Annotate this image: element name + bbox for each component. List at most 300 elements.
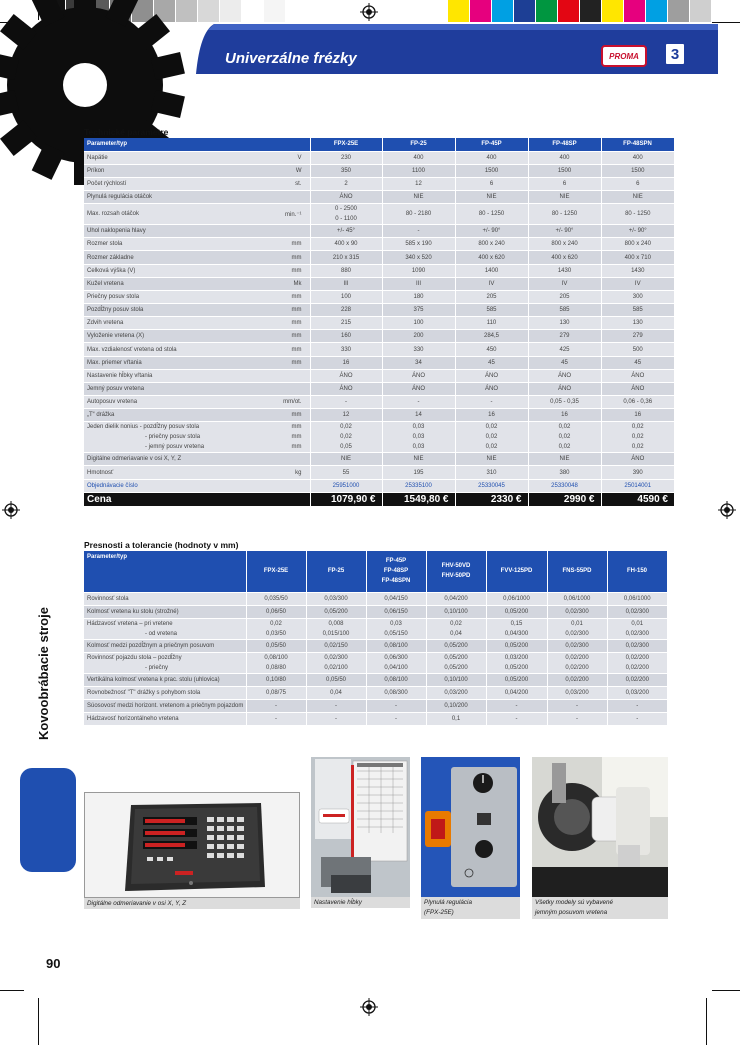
table-cell: - [547, 713, 607, 726]
table-cell [310, 422, 382, 453]
table-row [84, 396, 674, 409]
table-cell: 0,05/200 [486, 673, 547, 686]
table-cell: 12 [310, 409, 382, 422]
row-label [84, 713, 246, 726]
table-cell [528, 422, 601, 453]
calibration-swatch [470, 0, 492, 22]
table-cell: 400 x 620 [455, 251, 528, 264]
table-cell: - [306, 713, 366, 726]
table-cell: 55 [310, 466, 382, 479]
cell-line: FP-48SPN [381, 578, 411, 585]
photo-digital-readout [84, 792, 300, 898]
calibration-swatch [220, 0, 242, 22]
caption-line: Plynulá regulácia [424, 899, 472, 906]
table-cell: 0,04/150 [366, 592, 426, 605]
row-unit: min.⁻¹ [244, 204, 310, 225]
table-cell [366, 618, 426, 639]
table-cell: 380 [528, 466, 601, 479]
row-unit: mm [244, 356, 310, 369]
model-header [426, 551, 486, 592]
row-unit [244, 422, 310, 453]
row-unit: mm [244, 343, 310, 356]
calibration-swatch [536, 0, 558, 22]
table-cell: - [382, 225, 455, 238]
cell-line: 0,02/200 [565, 664, 589, 671]
table-cell: 450 [455, 343, 528, 356]
table-row [84, 238, 674, 251]
row-unit: mm [244, 409, 310, 422]
row-label: Max. priemer vŕtania [84, 356, 244, 369]
cell-line: FHV-50PD [441, 573, 471, 580]
row-label [84, 700, 246, 713]
row-unit: V [244, 151, 310, 164]
row-label [84, 592, 246, 605]
cell-line: 0,01 [571, 620, 583, 627]
cell-line: 0,02/100 [324, 664, 348, 671]
cell-line: - priečny posuv stola [145, 434, 201, 441]
table-cell: - [306, 700, 366, 713]
table-cell: 0,03/200 [607, 687, 667, 700]
row-label: Objednávacie číslo [84, 479, 310, 492]
cell-line: 0,04/300 [504, 630, 529, 637]
price-label: Cena [84, 492, 310, 506]
cell-line: 0,05/200 [504, 664, 529, 671]
table-row [84, 382, 674, 395]
row-unit: kg [244, 466, 310, 479]
cell-line: Rovinnosť stola [87, 595, 129, 602]
calibration-swatch [448, 0, 470, 22]
table-row [84, 652, 667, 673]
cell-line: 0,03 [390, 620, 402, 627]
cell-line: Rovinnosť pojazdu stola – pozdĺžny [87, 654, 182, 661]
row-unit: mm [244, 264, 310, 277]
table-cell: IV [528, 277, 601, 290]
table-cell: NIE [310, 453, 382, 466]
row-label: Napätie [84, 151, 244, 164]
table-cell: - [455, 396, 528, 409]
table-cell: 80 - 1250 [601, 204, 674, 225]
table-cell: 585 [601, 304, 674, 317]
table-cell [607, 652, 667, 673]
table-cell: 0,06/1000 [486, 592, 547, 605]
model-header [366, 551, 426, 592]
table-cell: 284,5 [455, 330, 528, 343]
cell-line: 0,05 [340, 444, 352, 451]
crop-mark [38, 998, 39, 1045]
table-cell: 0,06 - 0,36 [601, 396, 674, 409]
table-cell: 800 x 240 [455, 238, 528, 251]
table-row [84, 277, 674, 290]
section-side-label: Kovoobrábacie stroje [36, 607, 51, 740]
table-cell: 0,02/300 [607, 605, 667, 618]
row-unit: mm [244, 290, 310, 303]
caption-line: Všetky modely sú vybavené [535, 899, 614, 906]
table-cell: 130 [528, 317, 601, 330]
photo-caption [421, 897, 520, 919]
order-number: 25951000 [310, 479, 382, 492]
table-row [84, 343, 674, 356]
table-cell [601, 422, 674, 453]
table-row [84, 164, 674, 177]
cell-line: 0,02 [270, 620, 282, 627]
table-cell: 200 [382, 330, 455, 343]
cell-line: 0,02 [340, 434, 352, 441]
row-label: Počet rýchlostí [84, 177, 244, 190]
row-label: Rozmer základne [84, 251, 244, 264]
table-cell: 390 [601, 466, 674, 479]
row-label [84, 639, 246, 652]
table-row [84, 177, 674, 190]
row-label [84, 652, 246, 673]
row-label [84, 605, 246, 618]
badge-logo: 3 [664, 42, 686, 66]
table-cell: 0,05/200 [426, 639, 486, 652]
table-cell: 205 [455, 290, 528, 303]
row-unit: mm/ot. [244, 396, 310, 409]
table-cell: 6 [455, 177, 528, 190]
table-cell: 0,03/300 [306, 592, 366, 605]
specs-header-label: Parameter/typ [84, 138, 310, 151]
proma-logo: PROMA [601, 45, 647, 67]
crop-mark [706, 998, 707, 1045]
row-label: Nastavenie hĺbky vŕtania [84, 369, 244, 382]
calibration-swatch [198, 0, 220, 22]
table-row [84, 317, 674, 330]
table-cell: 6 [528, 177, 601, 190]
page-title: Univerzálne frézky [225, 50, 357, 67]
price-value: 2990 € [528, 492, 601, 506]
table-cell: III [310, 277, 382, 290]
table-cell: 0,05/200 [486, 605, 547, 618]
table-cell: 585 [455, 304, 528, 317]
table-cell: 400 [455, 151, 528, 164]
table-cell: 0,03/200 [547, 687, 607, 700]
table-cell: IV [601, 277, 674, 290]
table-cell: 400 [601, 151, 674, 164]
table-cell: - [246, 713, 306, 726]
cell-line: 0,02 [485, 424, 498, 431]
table-cell [382, 422, 455, 453]
table-cell: 6 [601, 177, 674, 190]
table-cell: 130 [601, 317, 674, 330]
table-row [84, 409, 674, 422]
photo-depth-setting [311, 757, 410, 897]
table-cell: 1090 [382, 264, 455, 277]
table-cell [426, 618, 486, 639]
table-cell: 585 [528, 304, 601, 317]
specs-header-row [84, 138, 674, 151]
row-label: Max. rozsah otáčok [84, 204, 244, 225]
table-cell: 16 [455, 409, 528, 422]
cell-line: 0,02 [558, 424, 571, 431]
table-cell [607, 618, 667, 639]
calibration-swatch [286, 0, 308, 22]
table-cell: 0,08/100 [366, 673, 426, 686]
cell-line: 0,02/300 [565, 630, 589, 637]
table-cell [310, 204, 382, 225]
depth-scale-image [311, 757, 410, 897]
table-cell: - [246, 700, 306, 713]
table-cell: 585 x 190 [382, 238, 455, 251]
cell-line: Rovnobežnosť "T" drážky s pohybom stola [87, 690, 201, 697]
cell-line: - jemný posuv vretena [145, 444, 205, 451]
table-cell: IV [455, 277, 528, 290]
table-row [84, 673, 667, 686]
table-cell: 215 [310, 317, 382, 330]
row-unit: W [244, 164, 310, 177]
cell-line: 0,05/150 [384, 630, 408, 637]
order-number-row [84, 479, 674, 492]
table-row [84, 264, 674, 277]
tolerance-header-label: Parameter/typ [84, 551, 246, 592]
model-header: FNS-55PD [547, 551, 607, 592]
table-cell: 300 [601, 290, 674, 303]
photo-caption: Nastavenie hĺbky [311, 897, 410, 908]
table-cell: ÁNO [528, 369, 601, 382]
cell-line: 0,08/100 [264, 654, 288, 661]
table-cell: 0,1 [426, 713, 486, 726]
cell-line: 0,02/300 [324, 654, 348, 661]
table-row [84, 290, 674, 303]
row-label: Autoposuv vretena [84, 396, 244, 409]
color-calibration-bar-right [448, 0, 712, 22]
table-cell: 310 [455, 466, 528, 479]
row-unit: mm [244, 330, 310, 343]
cell-line: 0,04/100 [384, 664, 408, 671]
table-cell: 0,035/50 [246, 592, 306, 605]
table-cell: ÁNO [310, 191, 382, 204]
table-cell: 16 [528, 409, 601, 422]
table-cell: - [607, 713, 667, 726]
calibration-swatch [602, 0, 624, 22]
table-cell: 279 [528, 330, 601, 343]
table-cell: 1400 [455, 264, 528, 277]
table-cell: 205 [528, 290, 601, 303]
model-header: FVV-125PD [486, 551, 547, 592]
table-row [84, 151, 674, 164]
row-unit: mm [244, 238, 310, 251]
table-row [84, 700, 667, 713]
row-label: Hmotnosť [84, 466, 244, 479]
table-row [84, 204, 674, 225]
table-cell [306, 618, 366, 639]
table-cell: 375 [382, 304, 455, 317]
table-cell: 0,10/100 [426, 605, 486, 618]
cell-line: 0,02 [340, 424, 352, 431]
order-number: 25330048 [528, 479, 601, 492]
table-row [84, 422, 674, 453]
table-cell: 160 [310, 330, 382, 343]
table-cell: 330 [310, 343, 382, 356]
calibration-swatch [646, 0, 668, 22]
registration-mark-icon [360, 3, 378, 21]
table-cell: - [547, 700, 607, 713]
cell-line: 0,02/200 [625, 654, 649, 661]
cell-line: - od vretena [145, 630, 178, 637]
row-unit [244, 382, 310, 395]
table-cell: 0,05 - 0,35 [528, 396, 601, 409]
registration-mark-icon [2, 501, 20, 519]
cell-line: 0,02/200 [625, 664, 649, 671]
table-cell: 0,02/300 [547, 639, 607, 652]
table-cell: 0,05/200 [486, 639, 547, 652]
table-cell: III [382, 277, 455, 290]
table-cell: 0,06/50 [246, 605, 306, 618]
table-cell: 0,04 [306, 687, 366, 700]
table-cell: 0,02/300 [547, 605, 607, 618]
cell-line: 0,04 [450, 630, 462, 637]
table-cell: 0,02/200 [607, 673, 667, 686]
tolerance-table [84, 551, 668, 726]
table-cell: 800 x 240 [601, 238, 674, 251]
table-cell: 400 x 710 [601, 251, 674, 264]
table-cell: 80 - 1250 [455, 204, 528, 225]
row-unit: Mk [244, 277, 310, 290]
table-cell: 0,02/200 [547, 673, 607, 686]
row-label: Vyloženie vretena (X) [84, 330, 244, 343]
table-row [84, 466, 674, 479]
table-cell [426, 652, 486, 673]
table-cell: 45 [601, 356, 674, 369]
table-cell: NIE [601, 191, 674, 204]
table-row [84, 713, 667, 726]
cell-line: FP-45P [385, 558, 407, 565]
digital-readout-display-image [85, 793, 300, 898]
order-number: 25335100 [382, 479, 455, 492]
table-cell: 1500 [528, 164, 601, 177]
cell-line: FHV-50VD [441, 563, 471, 570]
table-cell: ÁNO [382, 369, 455, 382]
caption-line: jemným posuvom vretena [535, 909, 608, 916]
table-cell: 16 [601, 409, 674, 422]
table-cell: NIE [382, 191, 455, 204]
calibration-swatch [668, 0, 690, 22]
model-header: FP-45P [455, 138, 528, 151]
cell-line: 0,03 [412, 434, 425, 441]
table-cell: 400 [382, 151, 455, 164]
row-label: Max. vzdialenosť vretena od stola [84, 343, 244, 356]
table-cell: ÁNO [528, 382, 601, 395]
table-cell: +/- 90° [455, 225, 528, 238]
table-cell: 0,02/300 [607, 639, 667, 652]
cell-line: 0,015/100 [322, 630, 350, 637]
cell-line: 0,03 [412, 424, 425, 431]
table-cell: 350 [310, 164, 382, 177]
calibration-swatch [514, 0, 536, 22]
cell-line: 0,15 [510, 620, 523, 627]
table-cell: 80 - 2180 [382, 204, 455, 225]
table-cell [366, 652, 426, 673]
table-cell: ÁNO [601, 369, 674, 382]
table-cell: 228 [310, 304, 382, 317]
specs-table [84, 138, 675, 507]
row-unit: st. [244, 177, 310, 190]
table-row [84, 304, 674, 317]
table-cell: 100 [310, 290, 382, 303]
row-label: Plynulá regulácia otáčok [84, 191, 244, 204]
table-cell: 279 [601, 330, 674, 343]
table-cell: - [486, 700, 547, 713]
table-cell: 210 x 315 [310, 251, 382, 264]
table-cell: 425 [528, 343, 601, 356]
row-unit [244, 225, 310, 238]
table-cell: 0,08/75 [246, 687, 306, 700]
table-cell: - [382, 396, 455, 409]
table-cell: 0,05/50 [306, 673, 366, 686]
table-cell: 500 [601, 343, 674, 356]
table-cell [486, 652, 547, 673]
cell-line: 0 - 1100 [335, 216, 357, 223]
table-cell: ÁNO [382, 382, 455, 395]
cell-line: 0,008 [328, 620, 344, 627]
cell-line: 0,06/300 [384, 654, 408, 661]
row-label: Rozmer stola [84, 238, 244, 251]
table-cell: 340 x 520 [382, 251, 455, 264]
table-cell: - [366, 700, 426, 713]
table-cell: NIE [382, 453, 455, 466]
row-label: Jemný posuv vretena [84, 382, 244, 395]
crop-mark [712, 990, 740, 991]
cell-line: mm [291, 444, 302, 451]
page-number: 90 [46, 956, 61, 971]
row-unit: mm [244, 304, 310, 317]
table-cell: 1430 [601, 264, 674, 277]
calibration-swatch [242, 0, 264, 22]
cell-line: 0,02 [631, 444, 644, 451]
photo-caption: Digitálne odmeriavanie v osi X, Y, Z [84, 898, 300, 909]
cell-line: 0,03/50 [265, 630, 287, 637]
table-cell: 0,06/1000 [607, 592, 667, 605]
cell-line: 0,03 [412, 444, 425, 451]
table-cell: ÁNO [310, 382, 382, 395]
table-cell: 1430 [528, 264, 601, 277]
table-cell: NIE [528, 453, 601, 466]
calibration-swatch [264, 0, 286, 22]
table-cell: 400 x 90 [310, 238, 382, 251]
table-row [84, 251, 674, 264]
table-cell: 0,04/200 [486, 687, 547, 700]
row-label: Celková výška (V) [84, 264, 244, 277]
row-label [84, 687, 246, 700]
price-value: 4590 € [601, 492, 674, 506]
cell-line: 0,02 [485, 444, 498, 451]
table-cell: 880 [310, 264, 382, 277]
table-cell: +/- 45° [310, 225, 382, 238]
cell-line: Kolmosť medzi pozdĺžnym a priečnym posuvom [87, 642, 215, 649]
cell-line: 0,02/300 [625, 630, 649, 637]
table-cell [246, 652, 306, 673]
model-header: FP-48SPN [601, 138, 674, 151]
table-cell: - [366, 713, 426, 726]
row-unit [244, 191, 310, 204]
cell-line: 0,02 [485, 434, 498, 441]
table-cell: 0,03/200 [426, 687, 486, 700]
fine-feed-image [532, 757, 668, 897]
table-cell: 1500 [455, 164, 528, 177]
table-cell: 400 [528, 151, 601, 164]
model-header: FP-25 [306, 551, 366, 592]
cell-line: 0,02 [631, 434, 644, 441]
model-header: FP-25 [382, 138, 455, 151]
cell-line: Hádzavosť horizontálneho vretena [87, 716, 179, 723]
row-unit: mm [244, 317, 310, 330]
table-cell: 195 [382, 466, 455, 479]
cell-line: 0,05/200 [444, 654, 468, 661]
table-cell: 1100 [382, 164, 455, 177]
table-cell: 110 [455, 317, 528, 330]
table-cell: ÁNO [455, 382, 528, 395]
cell-line: Vertikálna kolmosť vretena k prac. stolu (uhlovica) [87, 676, 220, 683]
